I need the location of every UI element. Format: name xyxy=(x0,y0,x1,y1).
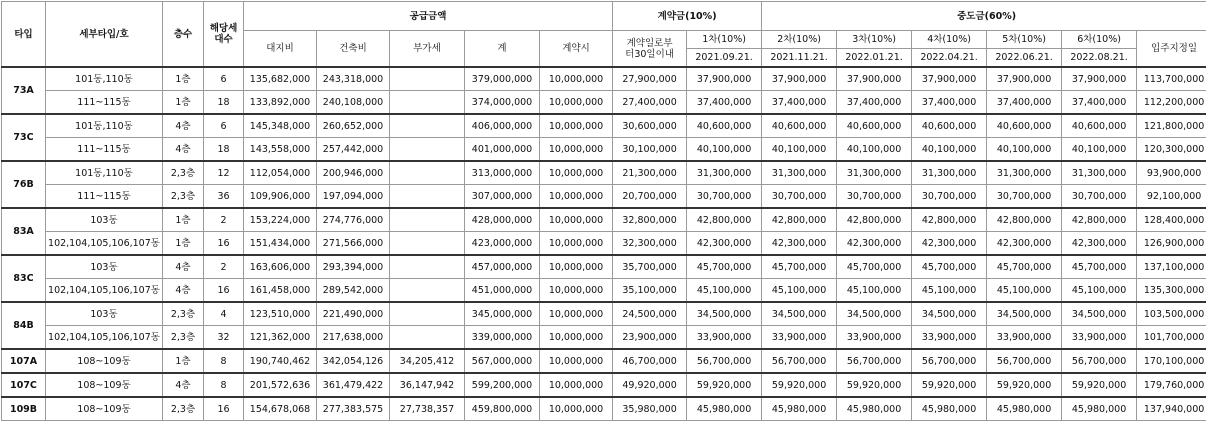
balance-cell: 135,300,000 xyxy=(1137,279,1206,303)
middle-payment-cell: 59,920,000 xyxy=(687,373,762,397)
table-row xyxy=(2,185,1206,209)
units-cell: 8 xyxy=(204,349,244,373)
middle-payment-cell: 45,700,000 xyxy=(687,255,762,279)
land-cost-cell: 121,362,000 xyxy=(244,326,317,350)
total-cell: 401,000,000 xyxy=(465,138,540,162)
middle-payment-cell: 45,100,000 xyxy=(837,279,912,303)
middle-payment-cell: 45,980,000 xyxy=(762,397,837,421)
contract-30-cell: 30,100,000 xyxy=(613,138,687,162)
middle-payment-cell: 42,300,000 xyxy=(762,232,837,256)
middle-payment-cell: 59,920,000 xyxy=(1062,373,1137,397)
table-row xyxy=(2,302,1206,326)
middle-payment-cell: 45,700,000 xyxy=(837,255,912,279)
vat-cell xyxy=(390,91,465,115)
floor-cell: 1층 xyxy=(163,349,204,373)
middle-payment-cell: 56,700,000 xyxy=(837,349,912,373)
header-subtype: 세부타입/호 xyxy=(46,2,163,68)
subtype-cell: 108~109동 xyxy=(46,373,163,397)
floor-cell: 4층 xyxy=(163,279,204,303)
subtype-cell: 101동,110동 xyxy=(46,67,163,91)
middle-payment-cell: 31,300,000 xyxy=(1062,161,1137,185)
build-cost-cell: 277,383,575 xyxy=(317,397,390,421)
middle-payment-cell: 37,900,000 xyxy=(687,67,762,91)
contract-at-cell: 10,000,000 xyxy=(540,326,613,350)
balance-cell: 120,300,000 xyxy=(1137,138,1206,162)
contract-at-cell: 10,000,000 xyxy=(540,138,613,162)
balance-cell: 126,900,000 xyxy=(1137,232,1206,256)
middle-payment-cell: 37,400,000 xyxy=(837,91,912,115)
total-cell: 423,000,000 xyxy=(465,232,540,256)
build-cost-cell: 293,394,000 xyxy=(317,255,390,279)
middle-payment-cell: 45,100,000 xyxy=(912,279,987,303)
middle-payment-cell: 42,800,000 xyxy=(762,208,837,232)
middle-payment-cell: 42,300,000 xyxy=(1062,232,1137,256)
middle-payment-cell: 45,980,000 xyxy=(912,397,987,421)
units-cell: 6 xyxy=(204,67,244,91)
land-cost-cell: 109,906,000 xyxy=(244,185,317,209)
header-supply-build: 건축비 xyxy=(317,31,390,68)
land-cost-cell: 163,606,000 xyxy=(244,255,317,279)
middle-payment-cell: 33,900,000 xyxy=(837,326,912,350)
header-mid-date-4: 2022.04.21. xyxy=(912,49,987,68)
contract-30-cell: 20,700,000 xyxy=(613,185,687,209)
build-cost-cell: 289,542,000 xyxy=(317,279,390,303)
vat-cell xyxy=(390,302,465,326)
balance-cell: 92,100,000 xyxy=(1137,185,1206,209)
vat-cell xyxy=(390,161,465,185)
vat-cell xyxy=(390,114,465,138)
contract-at-cell: 10,000,000 xyxy=(540,397,613,421)
contract-at-cell: 10,000,000 xyxy=(540,114,613,138)
vat-cell xyxy=(390,67,465,91)
floor-cell: 4층 xyxy=(163,114,204,138)
contract-at-cell: 10,000,000 xyxy=(540,91,613,115)
units-cell: 4 xyxy=(204,302,244,326)
middle-payment-cell: 33,900,000 xyxy=(987,326,1062,350)
total-cell: 379,000,000 xyxy=(465,67,540,91)
header-units xyxy=(204,2,244,68)
units-cell: 6 xyxy=(204,114,244,138)
middle-payment-cell: 37,400,000 xyxy=(912,91,987,115)
middle-payment-cell: 30,700,000 xyxy=(912,185,987,209)
subtype-cell: 102,104,105,106,107동 xyxy=(46,232,163,256)
table-row xyxy=(2,91,1206,115)
middle-payment-cell: 33,900,000 xyxy=(687,326,762,350)
middle-payment-cell: 37,900,000 xyxy=(987,67,1062,91)
vat-cell xyxy=(390,208,465,232)
vat-cell: 34,205,412 xyxy=(390,349,465,373)
header-supply: 공급금액 xyxy=(244,2,613,31)
table-row xyxy=(2,161,1206,185)
balance-cell: 103,500,000 xyxy=(1137,302,1206,326)
floor-cell: 4층 xyxy=(163,138,204,162)
header-mid-date-1: 2021.09.21. xyxy=(687,49,762,68)
middle-payment-cell: 59,920,000 xyxy=(762,373,837,397)
build-cost-cell: 200,946,000 xyxy=(317,161,390,185)
subtype-cell: 111~115동 xyxy=(46,138,163,162)
total-cell: 459,800,000 xyxy=(465,397,540,421)
middle-payment-cell: 37,900,000 xyxy=(912,67,987,91)
build-cost-cell: 271,566,000 xyxy=(317,232,390,256)
header-contract: 계약금(10%) xyxy=(613,2,762,31)
middle-payment-cell: 33,900,000 xyxy=(912,326,987,350)
contract-30-cell: 32,800,000 xyxy=(613,208,687,232)
land-cost-cell: 190,740,462 xyxy=(244,349,317,373)
middle-payment-cell: 40,100,000 xyxy=(687,138,762,162)
contract-at-cell: 10,000,000 xyxy=(540,232,613,256)
subtype-cell: 102,104,105,106,107동 xyxy=(46,279,163,303)
subtype-cell: 108~109동 xyxy=(46,349,163,373)
contract-at-cell: 10,000,000 xyxy=(540,279,613,303)
middle-payment-cell: 30,700,000 xyxy=(1062,185,1137,209)
vat-cell xyxy=(390,255,465,279)
middle-payment-cell: 37,900,000 xyxy=(1062,67,1137,91)
build-cost-cell: 240,108,000 xyxy=(317,91,390,115)
units-cell: 16 xyxy=(204,232,244,256)
floor-cell: 2,3층 xyxy=(163,161,204,185)
table-row xyxy=(2,232,1206,256)
type-cell: 107A xyxy=(2,349,46,373)
middle-payment-cell: 42,300,000 xyxy=(837,232,912,256)
units-cell: 16 xyxy=(204,279,244,303)
balance-cell: 113,700,000 xyxy=(1137,67,1206,91)
middle-payment-cell: 40,100,000 xyxy=(1062,138,1137,162)
middle-payment-cell: 40,100,000 xyxy=(987,138,1062,162)
header-units-text: 해당세대수 xyxy=(210,23,238,45)
middle-payment-cell: 31,300,000 xyxy=(837,161,912,185)
middle-payment-cell: 34,500,000 xyxy=(762,302,837,326)
build-cost-cell: 342,054,126 xyxy=(317,349,390,373)
subtype-cell: 108~109동 xyxy=(46,397,163,421)
header-mid-3: 3차(10%) xyxy=(837,31,912,49)
middle-payment-cell: 31,300,000 xyxy=(687,161,762,185)
type-cell: 107C xyxy=(2,373,46,397)
vat-cell xyxy=(390,279,465,303)
header-mid-5: 5차(10%) xyxy=(987,31,1062,49)
middle-payment-cell: 42,800,000 xyxy=(912,208,987,232)
land-cost-cell: 154,678,068 xyxy=(244,397,317,421)
contract-30-cell: 49,920,000 xyxy=(613,373,687,397)
middle-payment-cell: 34,500,000 xyxy=(837,302,912,326)
middle-payment-cell: 59,920,000 xyxy=(987,373,1062,397)
header-supply-total: 계 xyxy=(465,31,540,68)
table-row xyxy=(2,397,1206,421)
vat-cell xyxy=(390,326,465,350)
build-cost-cell: 257,442,000 xyxy=(317,138,390,162)
contract-30-cell: 27,900,000 xyxy=(613,67,687,91)
middle-payment-cell: 42,800,000 xyxy=(687,208,762,232)
type-cell: 83A xyxy=(2,208,46,255)
middle-payment-cell: 34,500,000 xyxy=(687,302,762,326)
balance-cell: 121,800,000 xyxy=(1137,114,1206,138)
subtype-cell: 101동,110동 xyxy=(46,161,163,185)
land-cost-cell: 133,892,000 xyxy=(244,91,317,115)
middle-payment-cell: 45,980,000 xyxy=(987,397,1062,421)
header-mid-6: 6차(10%) xyxy=(1062,31,1137,49)
units-cell: 32 xyxy=(204,326,244,350)
middle-payment-cell: 34,500,000 xyxy=(912,302,987,326)
contract-30-cell: 35,980,000 xyxy=(613,397,687,421)
contract-at-cell: 10,000,000 xyxy=(540,161,613,185)
header-contract-30 xyxy=(613,31,687,68)
header-mid-date-6: 2022.08.21. xyxy=(1062,49,1137,68)
middle-payment-cell: 59,920,000 xyxy=(912,373,987,397)
units-cell: 16 xyxy=(204,397,244,421)
middle-payment-cell: 37,400,000 xyxy=(687,91,762,115)
type-cell: 109B xyxy=(2,397,46,421)
build-cost-cell: 361,479,422 xyxy=(317,373,390,397)
vat-cell: 36,147,942 xyxy=(390,373,465,397)
middle-payment-cell: 31,300,000 xyxy=(762,161,837,185)
floor-cell: 1층 xyxy=(163,91,204,115)
header-mid-date-3: 2022.01.21. xyxy=(837,49,912,68)
balance-cell: 101,700,000 xyxy=(1137,326,1206,350)
land-cost-cell: 153,224,000 xyxy=(244,208,317,232)
total-cell: 374,000,000 xyxy=(465,91,540,115)
total-cell: 345,000,000 xyxy=(465,302,540,326)
land-cost-cell: 201,572,636 xyxy=(244,373,317,397)
land-cost-cell: 135,682,000 xyxy=(244,67,317,91)
middle-payment-cell: 30,700,000 xyxy=(837,185,912,209)
total-cell: 457,000,000 xyxy=(465,255,540,279)
contract-30-cell: 35,100,000 xyxy=(613,279,687,303)
middle-payment-cell: 40,600,000 xyxy=(687,114,762,138)
middle-payment-cell: 37,400,000 xyxy=(1062,91,1137,115)
middle-payment-cell: 59,920,000 xyxy=(837,373,912,397)
header-mid-4: 4차(10%) xyxy=(912,31,987,49)
table-row xyxy=(2,255,1206,279)
units-cell: 18 xyxy=(204,91,244,115)
table-row xyxy=(2,279,1206,303)
land-cost-cell: 161,458,000 xyxy=(244,279,317,303)
floor-cell: 2,3층 xyxy=(163,326,204,350)
floor-cell: 1층 xyxy=(163,232,204,256)
contract-at-cell: 10,000,000 xyxy=(540,67,613,91)
table-row xyxy=(2,373,1206,397)
subtype-cell: 103동 xyxy=(46,255,163,279)
middle-payment-cell: 45,100,000 xyxy=(762,279,837,303)
subtype-cell: 111~115동 xyxy=(46,185,163,209)
table-row xyxy=(2,326,1206,350)
build-cost-cell: 197,094,000 xyxy=(317,185,390,209)
contract-30-cell: 24,500,000 xyxy=(613,302,687,326)
units-cell: 2 xyxy=(204,255,244,279)
units-cell: 8 xyxy=(204,373,244,397)
subtype-cell: 102,104,105,106,107동 xyxy=(46,326,163,350)
land-cost-cell: 112,054,000 xyxy=(244,161,317,185)
contract-at-cell: 10,000,000 xyxy=(540,373,613,397)
contract-at-cell: 10,000,000 xyxy=(540,302,613,326)
header-middle: 중도금(60%) xyxy=(762,2,1206,31)
middle-payment-cell: 40,100,000 xyxy=(912,138,987,162)
middle-payment-cell: 56,700,000 xyxy=(987,349,1062,373)
header-floor: 층수 xyxy=(163,2,204,68)
table-row xyxy=(2,138,1206,162)
table-row xyxy=(2,349,1206,373)
header-mid-2: 2차(10%) xyxy=(762,31,837,49)
middle-payment-cell: 42,300,000 xyxy=(687,232,762,256)
middle-payment-cell: 45,700,000 xyxy=(762,255,837,279)
middle-payment-cell: 40,600,000 xyxy=(987,114,1062,138)
build-cost-cell: 274,776,000 xyxy=(317,208,390,232)
middle-payment-cell: 45,100,000 xyxy=(987,279,1062,303)
contract-at-cell: 10,000,000 xyxy=(540,208,613,232)
middle-payment-cell: 42,300,000 xyxy=(912,232,987,256)
middle-payment-cell: 40,100,000 xyxy=(837,138,912,162)
land-cost-cell: 123,510,000 xyxy=(244,302,317,326)
middle-payment-cell: 34,500,000 xyxy=(987,302,1062,326)
header-mid-date-2: 2021.11.21. xyxy=(762,49,837,68)
subtype-cell: 103동 xyxy=(46,302,163,326)
middle-payment-cell: 40,600,000 xyxy=(912,114,987,138)
total-cell: 313,000,000 xyxy=(465,161,540,185)
floor-cell: 4층 xyxy=(163,255,204,279)
middle-payment-cell: 37,400,000 xyxy=(987,91,1062,115)
header-balance-date: 입주지정일 xyxy=(1137,31,1206,68)
middle-payment-cell: 37,900,000 xyxy=(762,67,837,91)
total-cell: 428,000,000 xyxy=(465,208,540,232)
contract-at-cell: 10,000,000 xyxy=(540,349,613,373)
vat-cell xyxy=(390,232,465,256)
floor-cell: 4층 xyxy=(163,373,204,397)
contract-30-cell: 46,700,000 xyxy=(613,349,687,373)
balance-cell: 179,760,000 xyxy=(1137,373,1206,397)
land-cost-cell: 143,558,000 xyxy=(244,138,317,162)
table-header xyxy=(2,2,1206,68)
header-mid-1: 1차(10%) xyxy=(687,31,762,49)
floor-cell: 1층 xyxy=(163,67,204,91)
middle-payment-cell: 40,100,000 xyxy=(762,138,837,162)
subtype-cell: 103동 xyxy=(46,208,163,232)
type-cell: 83C xyxy=(2,255,46,302)
middle-payment-cell: 45,100,000 xyxy=(687,279,762,303)
balance-cell: 112,200,000 xyxy=(1137,91,1206,115)
middle-payment-cell: 42,800,000 xyxy=(837,208,912,232)
floor-cell: 2,3층 xyxy=(163,185,204,209)
contract-30-cell: 21,300,000 xyxy=(613,161,687,185)
header-supply-land: 대지비 xyxy=(244,31,317,68)
subtype-cell: 101동,110동 xyxy=(46,114,163,138)
floor-cell: 2,3층 xyxy=(163,397,204,421)
header-contract-at: 계약시 xyxy=(540,31,613,68)
middle-payment-cell: 45,980,000 xyxy=(837,397,912,421)
units-cell: 2 xyxy=(204,208,244,232)
vat-cell: 27,738,357 xyxy=(390,397,465,421)
middle-payment-cell: 42,300,000 xyxy=(987,232,1062,256)
contract-30-cell: 32,300,000 xyxy=(613,232,687,256)
contract-30-cell: 35,700,000 xyxy=(613,255,687,279)
units-cell: 18 xyxy=(204,138,244,162)
middle-payment-cell: 40,600,000 xyxy=(837,114,912,138)
contract-30-cell: 23,900,000 xyxy=(613,326,687,350)
middle-payment-cell: 45,700,000 xyxy=(912,255,987,279)
middle-payment-cell: 42,800,000 xyxy=(1062,208,1137,232)
middle-payment-cell: 56,700,000 xyxy=(912,349,987,373)
middle-payment-cell: 30,700,000 xyxy=(762,185,837,209)
middle-payment-cell: 30,700,000 xyxy=(987,185,1062,209)
middle-payment-cell: 31,300,000 xyxy=(987,161,1062,185)
middle-payment-cell: 45,980,000 xyxy=(687,397,762,421)
contract-30-cell: 30,600,000 xyxy=(613,114,687,138)
total-cell: 567,000,000 xyxy=(465,349,540,373)
contract-30-cell: 27,400,000 xyxy=(613,91,687,115)
total-cell: 451,000,000 xyxy=(465,279,540,303)
type-cell: 73A xyxy=(2,67,46,114)
total-cell: 406,000,000 xyxy=(465,114,540,138)
middle-payment-cell: 56,700,000 xyxy=(762,349,837,373)
header-contract-30-text: 계약일로부터30일이내 xyxy=(624,38,676,60)
build-cost-cell: 217,638,000 xyxy=(317,326,390,350)
balance-cell: 170,100,000 xyxy=(1137,349,1206,373)
floor-cell: 2,3층 xyxy=(163,302,204,326)
contract-at-cell: 10,000,000 xyxy=(540,255,613,279)
floor-cell: 1층 xyxy=(163,208,204,232)
middle-payment-cell: 33,900,000 xyxy=(1062,326,1137,350)
middle-payment-cell: 45,700,000 xyxy=(987,255,1062,279)
middle-payment-cell: 40,600,000 xyxy=(762,114,837,138)
balance-cell: 93,900,000 xyxy=(1137,161,1206,185)
middle-payment-cell: 37,400,000 xyxy=(762,91,837,115)
table-row xyxy=(2,114,1206,138)
middle-payment-cell: 56,700,000 xyxy=(687,349,762,373)
middle-payment-cell: 40,600,000 xyxy=(1062,114,1137,138)
price-table xyxy=(1,1,1206,421)
table-row xyxy=(2,208,1206,232)
balance-cell: 128,400,000 xyxy=(1137,208,1206,232)
contract-at-cell: 10,000,000 xyxy=(540,185,613,209)
table-row xyxy=(2,67,1206,91)
build-cost-cell: 243,318,000 xyxy=(317,67,390,91)
type-cell: 73C xyxy=(2,114,46,161)
middle-payment-cell: 31,300,000 xyxy=(912,161,987,185)
middle-payment-cell: 45,980,000 xyxy=(1062,397,1137,421)
units-cell: 12 xyxy=(204,161,244,185)
header-type: 타입 xyxy=(2,2,46,68)
middle-payment-cell: 45,700,000 xyxy=(1062,255,1137,279)
total-cell: 599,200,000 xyxy=(465,373,540,397)
middle-payment-cell: 34,500,000 xyxy=(1062,302,1137,326)
middle-payment-cell: 37,900,000 xyxy=(837,67,912,91)
type-cell: 84B xyxy=(2,302,46,349)
balance-cell: 137,940,000 xyxy=(1137,397,1206,421)
header-supply-vat: 부가세 xyxy=(390,31,465,68)
total-cell: 307,000,000 xyxy=(465,185,540,209)
build-cost-cell: 260,652,000 xyxy=(317,114,390,138)
header-mid-date-5: 2022.06.21. xyxy=(987,49,1062,68)
table-body xyxy=(2,67,1206,421)
middle-payment-cell: 33,900,000 xyxy=(762,326,837,350)
vat-cell xyxy=(390,185,465,209)
middle-payment-cell: 45,100,000 xyxy=(1062,279,1137,303)
vat-cell xyxy=(390,138,465,162)
middle-payment-cell: 56,700,000 xyxy=(1062,349,1137,373)
build-cost-cell: 221,490,000 xyxy=(317,302,390,326)
land-cost-cell: 151,434,000 xyxy=(244,232,317,256)
units-cell: 36 xyxy=(204,185,244,209)
balance-cell: 137,100,000 xyxy=(1137,255,1206,279)
total-cell: 339,000,000 xyxy=(465,326,540,350)
land-cost-cell: 145,348,000 xyxy=(244,114,317,138)
middle-payment-cell: 30,700,000 xyxy=(687,185,762,209)
type-cell: 76B xyxy=(2,161,46,208)
middle-payment-cell: 42,800,000 xyxy=(987,208,1062,232)
subtype-cell: 111~115동 xyxy=(46,91,163,115)
